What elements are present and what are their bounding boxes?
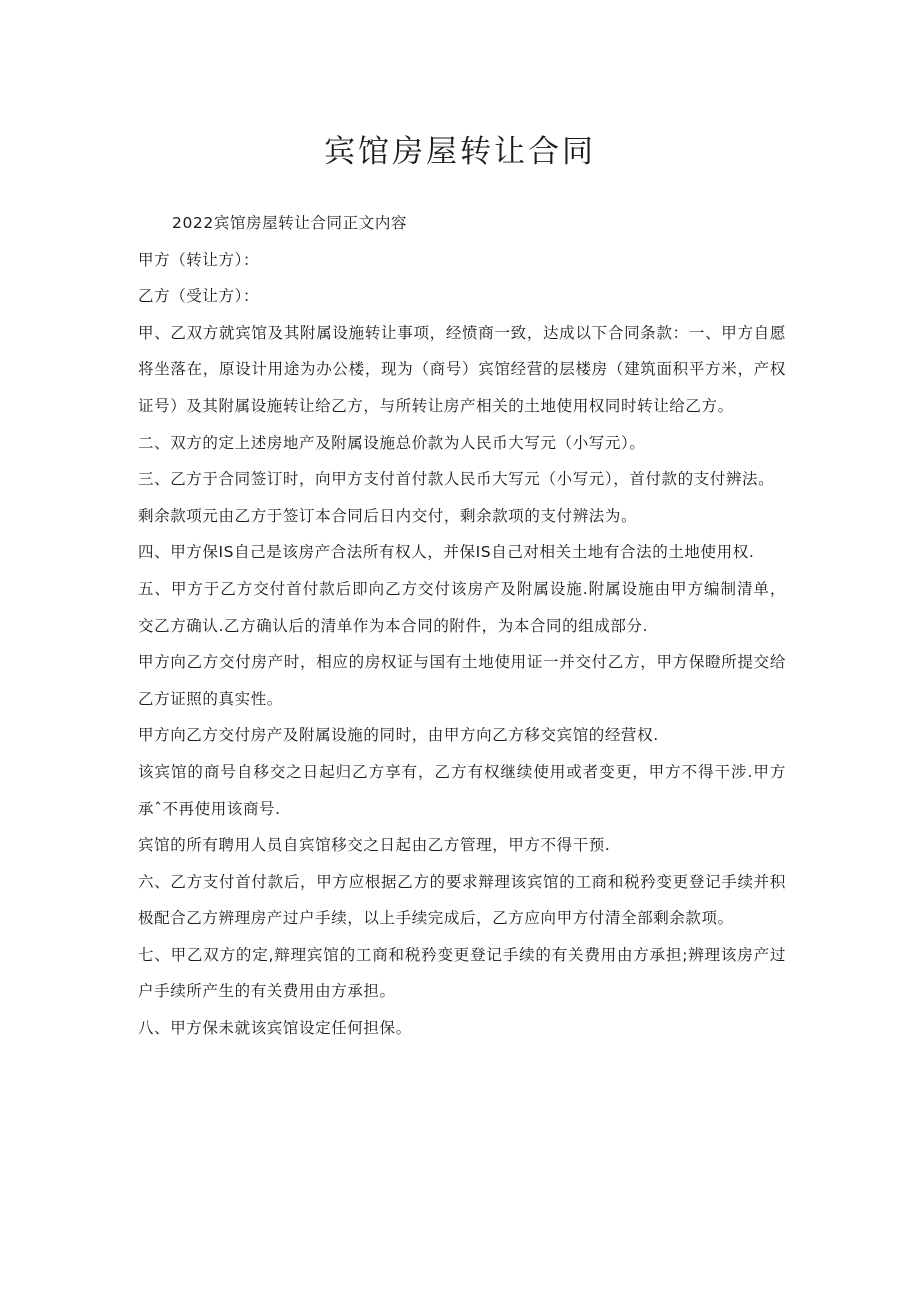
- clause-6: 六、乙方支付首付款后，甲方应根据乙方的要求辩理该宾馆的工商和税矜变更登记手续并积极配合乙方辨理房产过户手续，以上手续完成后，乙方应向甲方付清全部剩余款项。: [138, 872, 786, 928]
- document-subtitle: 2022宾馆房屋转让合同正文内容: [172, 214, 408, 232]
- clause-4: 四、甲方保IS自己是该房产合法所有权人，并保IS自己对相关土地有合法的土地使用权.: [138, 543, 755, 562]
- clause-7: 七、甲乙双方的定,辩理宾馆的工商和税矜变更登记手续的有关费用由方承担;辨理该房产过户手续所产生的有关费用由方承担。: [138, 945, 786, 1001]
- clause-1: 甲、乙双方就宾馆及其附属设施转让事项，经愤商一致，达成以下合同条款：一、甲方自愿将坐落在，原设计用途为办公楼，现为（商号）宾馆经营的层楼房（建筑面积平方米，产权证号）及其附属设施转让给乙方，与所转让房产相关的土地使用权同时转让给乙方。: [138, 323, 786, 415]
- clause-3-remaining: 剩余款项元由乙方于签订本合同后日内交付，剩余款项的支付辨法为。: [138, 506, 638, 525]
- clause-5-trade-name: 该宾馆的商号自移交之日起归乙方享有，乙方有权继续使用或者变更，甲方不得干涉.甲方承ˆ不再使用该商号.: [138, 762, 786, 818]
- clause-3: 三、乙方于合同签订时，向甲方支付首付款人民币大写元（小写元），首付款的支付辨法。: [138, 470, 775, 489]
- clause-5-operation-rights: 甲方向乙方交付房产及附属设施的同时，由甲方向乙方移交宾馆的经营权.: [138, 726, 659, 745]
- clause-2: 二、双方的定上述房地产及附属设施总价款为人民币大写元（小写元）。: [138, 433, 646, 452]
- clause-5-staff: 宾馆的所有聘用人员自宾馆移交之日起由乙方管理，甲方不得干预.: [138, 836, 611, 855]
- party-a-line: 甲方（转让方）：: [138, 250, 260, 269]
- party-b-line: 乙方（受让方）：: [138, 287, 260, 306]
- clause-5-certificates: 甲方向乙方交付房产时，相应的房权证与国有土地使用证一并交付乙方，甲方保瞪所提交给乙方证照的真实性。: [138, 653, 786, 708]
- document-title: 宾馆房屋转让合同: [324, 134, 596, 170]
- clause-5: 五、甲方于乙方交付首付款后即向乙方交付该房产及附属设施.附属设施由甲方编制清单，交乙方确认.乙方确认后的清单作为本合同的附件，为本合同的组成部分.: [138, 579, 786, 635]
- clause-8: 八、甲方保未就该宾馆设定任何担保。: [138, 1019, 412, 1038]
- document-body: [138, 205, 786, 1047]
